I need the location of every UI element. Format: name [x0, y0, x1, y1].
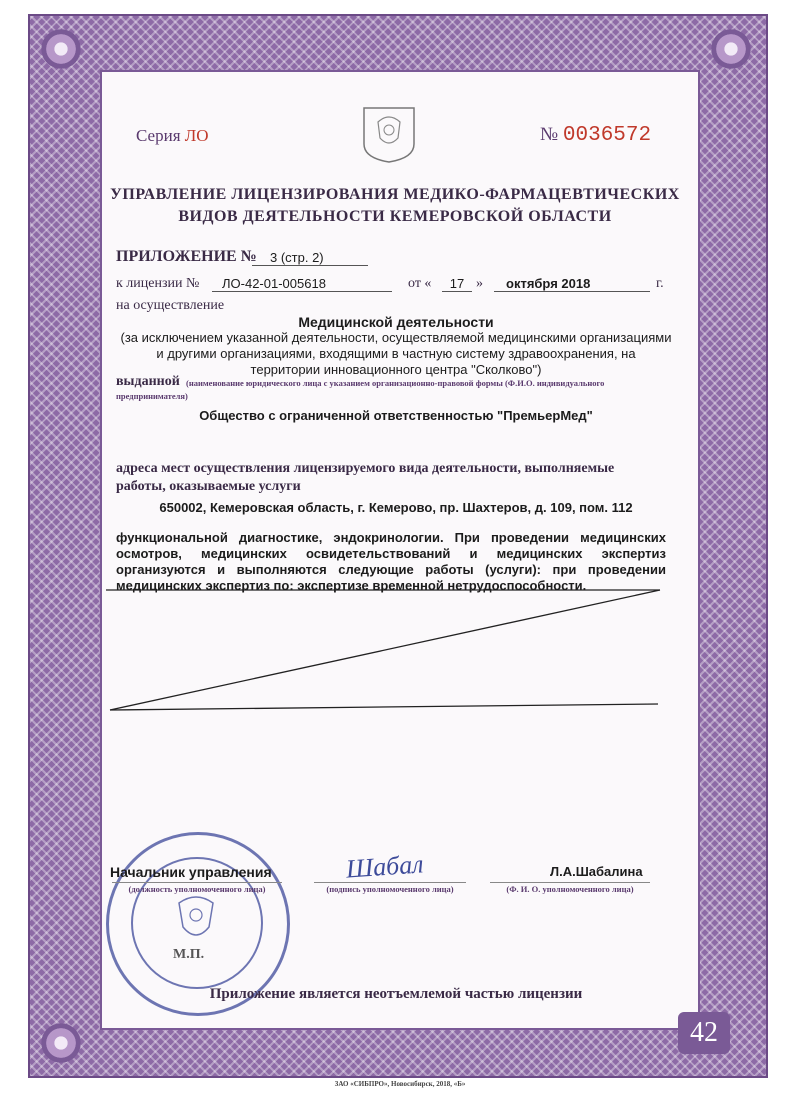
page-number-badge: 42: [678, 1012, 730, 1054]
license-label: к лицензии №: [116, 276, 200, 291]
activity-block: Медицинской деятельности (за исключением указанной деятельности, осуществляемой медицинскими организациями и другими организациями, входящими в частную систему здравоохранения, на территории инновационного центра "Сколково"): [104, 314, 688, 378]
emblem-icon: [360, 104, 418, 164]
works-text: функциональной диагностике, эндокринологии. При проведении медицинских осмотров, медицинских освидетельствований и медицинских экспертиз организуются и выполняются следующие работы (услуги): при проведении медицинских экспертиз по: экспертизе временной нетрудоспособности.: [116, 530, 666, 593]
license-day-close: »: [476, 276, 483, 291]
appendix-value: 3 (стр. 2): [252, 250, 368, 266]
printer-imprint: ЗАО «СИБПРО», Новосибирск, 2018, «Б»: [334, 1080, 466, 1088]
activity-title: Медицинской деятельности: [298, 314, 494, 330]
license-year-suffix: г.: [656, 276, 664, 291]
signatory-position: Начальник управления: [110, 864, 272, 880]
position-hint: (должность уполномоченного лица): [112, 882, 282, 894]
signature-hint: (подпись уполномоченного лица): [314, 882, 466, 894]
license-month-year: октября 2018: [494, 276, 650, 292]
issued-hint: (наименование юридического лица с указанием организационно-правовой формы (Ф.И.О. индивидуального: [186, 378, 605, 388]
issued-label: выданной: [116, 374, 180, 389]
issued-hint-2: предпринимателя): [116, 391, 188, 401]
serial-number: № 0036572: [540, 124, 652, 147]
name-hint: (Ф. И. О. уполномоченного лица): [490, 882, 650, 894]
license-number: ЛО-42-01-005618: [212, 276, 392, 292]
license-from: от «: [408, 276, 432, 291]
signatory-name: Л.А.Шабалина: [550, 864, 643, 879]
corner-ornament: [38, 1020, 84, 1066]
address-label: адреса мест осуществления лицензируемого вида деятельности, выполняемые работы, оказываемые услуги: [116, 461, 615, 494]
authority-title: УПРАВЛЕНИЕ ЛИЦЕНЗИРОВАНИЯ МЕДИКО-ФАРМАЦЕВТИЧЕСКИХ ВИДОВ ДЕЯТЕЛЬНОСТИ КЕМЕРОВСКОЙ ОБЛАСТИ: [110, 186, 680, 225]
address-value: 650002, Кемеровская область, г. Кемерово, пр. Шахтеров, д. 109, пом. 112: [159, 500, 633, 515]
handwritten-signature: Шабал: [345, 849, 425, 884]
series: Серия ЛО: [136, 126, 209, 145]
organization-name: Общество с ограниченной ответственностью "ПремьерМед": [199, 408, 593, 423]
stamp-mark: М.П.: [173, 947, 205, 962]
corner-ornament: [38, 26, 84, 72]
appendix-label: ПРИЛОЖЕНИЕ №: [116, 248, 257, 265]
corner-ornament: [708, 26, 754, 72]
cancel-z-lines: [100, 584, 680, 714]
license-day: 17: [442, 276, 472, 292]
activity-label: на осуществление: [116, 298, 225, 313]
seal-emblem-icon: [173, 893, 219, 947]
footer-note: Приложение является неотъемлемой частью лицензии: [209, 986, 583, 1002]
